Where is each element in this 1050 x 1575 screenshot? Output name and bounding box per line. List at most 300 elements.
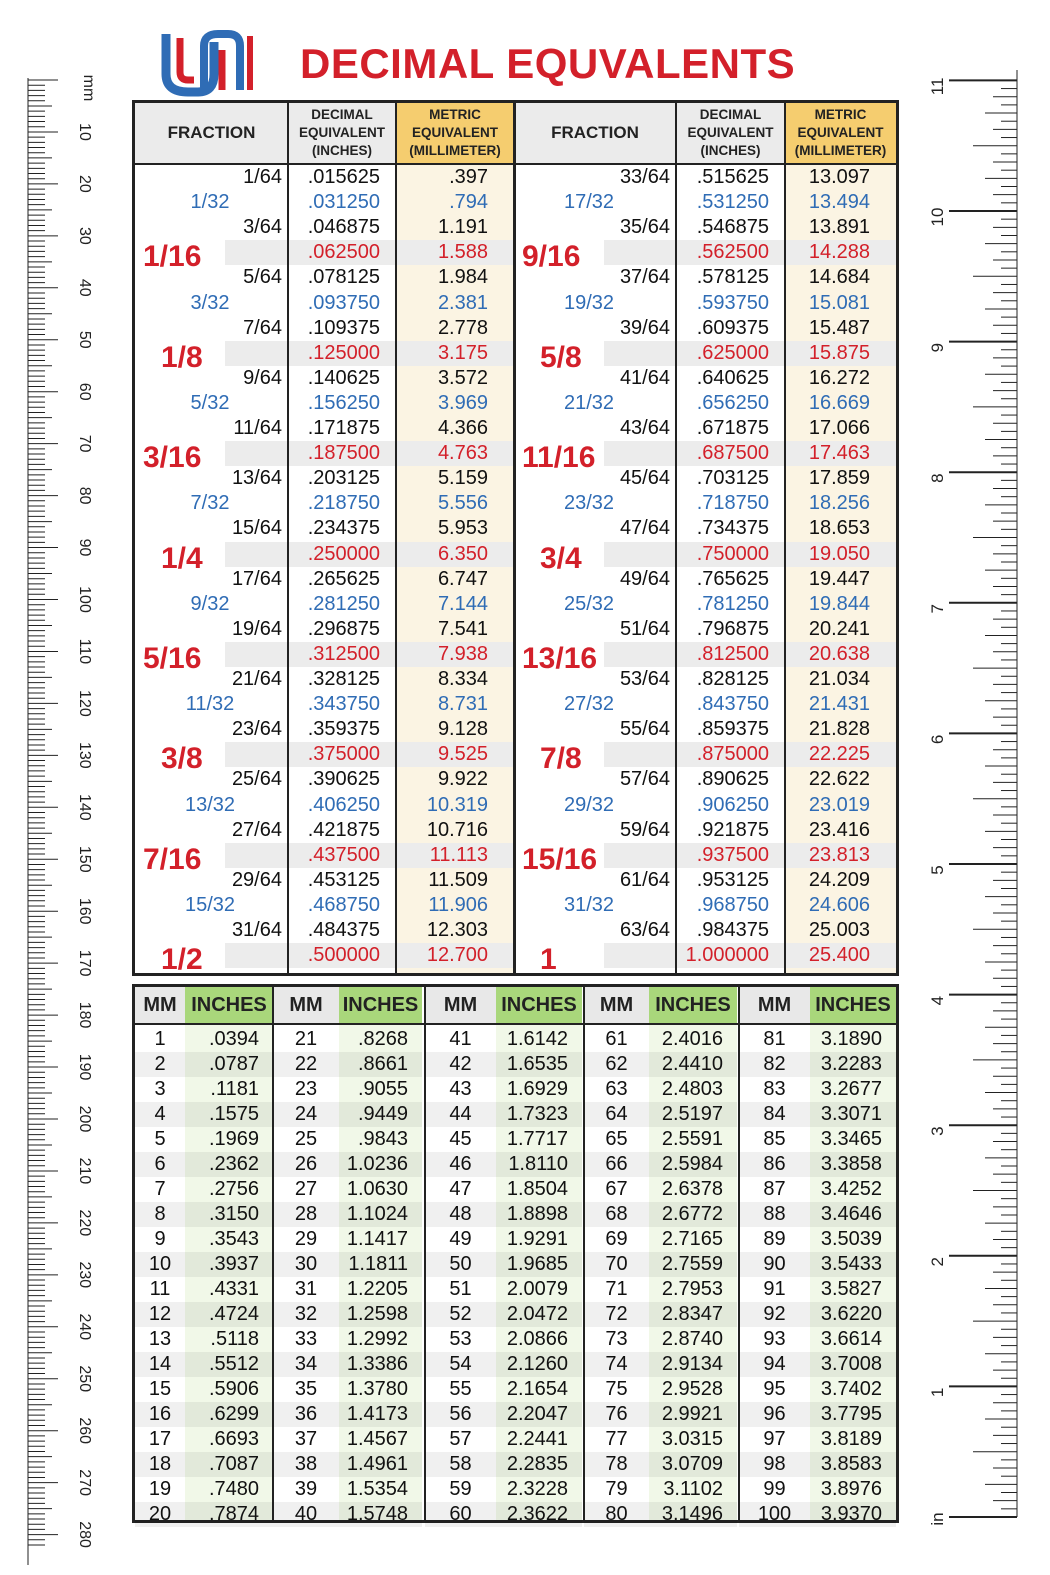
fraction-cell: 45/64: [619, 467, 670, 489]
fraction-cell: 9/32: [190, 593, 230, 615]
table-row: [135, 1377, 273, 1402]
inches-header: INCHES: [339, 987, 422, 1023]
table-row: [273, 1027, 422, 1052]
fraction-cell: 17/32: [563, 191, 615, 213]
fraction-cell: 15/32: [184, 894, 236, 916]
inches-cell: 3.0709: [661, 1453, 723, 1475]
fraction-cell: 23/64: [231, 718, 282, 740]
decimal-cell: .625000: [696, 342, 769, 364]
inches-cell: .8268: [357, 1028, 408, 1050]
metric-cell: 18.256: [808, 492, 870, 514]
metric-cell: 21.431: [808, 693, 870, 715]
fraction-header: FRACTION: [514, 103, 676, 165]
inches-header: INCHES: [496, 987, 582, 1023]
metric-cell: 15.875: [808, 342, 870, 364]
ruler-label: 70: [76, 434, 93, 453]
decimal-cell: .031250: [307, 191, 380, 213]
table-row: [135, 1302, 273, 1327]
mm-cell: 46: [449, 1153, 472, 1175]
fraction-cell: 35/64: [619, 216, 670, 238]
inches-cell: .3150: [208, 1203, 259, 1225]
fraction-cell: 19/32: [563, 292, 615, 314]
fraction-cell: 23/32: [563, 492, 615, 514]
mm-cell: 99: [763, 1478, 786, 1500]
mm-cell: 28: [294, 1203, 318, 1225]
table-row: [739, 1502, 896, 1527]
table-row: [739, 1252, 896, 1277]
fraction-cell: 29/64: [231, 869, 282, 891]
decimal-cell: .859375: [696, 718, 769, 740]
decimal-cell: .265625: [307, 568, 380, 590]
inches-cell: 2.1654: [506, 1378, 568, 1400]
mm-cell: 18: [148, 1453, 172, 1475]
mm-cell: 26: [294, 1153, 318, 1175]
decimal-cell: .406250: [307, 794, 380, 816]
inches-cell: .7087: [208, 1453, 259, 1475]
inches-cell: 3.7008: [820, 1353, 882, 1375]
inches-cell: 2.9134: [661, 1353, 723, 1375]
mm-cell: 81: [763, 1028, 786, 1050]
metric-cell: 3.572: [437, 367, 488, 389]
ruler-label: 140: [76, 793, 93, 821]
decimal-cell: .687500: [696, 442, 769, 464]
um-logo-icon: [158, 28, 262, 98]
inches-header: INCHES: [649, 987, 737, 1023]
table-row: [273, 1252, 422, 1277]
metric-cell: 21.828: [808, 718, 870, 740]
inches-cell: .5118: [210, 1328, 259, 1350]
mm-cell: 11: [149, 1278, 171, 1300]
decimal-cell: .312500: [307, 643, 380, 665]
mm-header: MM: [739, 987, 810, 1023]
mm-cell: 9: [154, 1228, 166, 1250]
ruler-label: 30: [76, 226, 93, 245]
fraction-cell: 5/16: [143, 642, 202, 675]
metric-cell: 8.731: [437, 693, 488, 715]
metric-cell: 22.225: [808, 743, 870, 765]
mm-cell: 13: [148, 1328, 172, 1350]
decimal-cell: .359375: [307, 718, 380, 740]
decimal-cell: .781250: [696, 593, 769, 615]
fraction-cell: 3/32: [190, 292, 230, 314]
metric-cell: 17.066: [808, 417, 870, 439]
decimal-cell: .734375: [696, 517, 769, 539]
table-row: [273, 1227, 422, 1252]
table-row: [273, 1327, 422, 1352]
ruler-label: 250: [76, 1365, 93, 1393]
fraction-cell: 7/16: [143, 843, 202, 876]
metric-cell: 11.906: [428, 894, 488, 916]
inches-cell: 3.8583: [820, 1453, 882, 1475]
table-row: [425, 1052, 582, 1077]
fraction-cell: 1/32: [190, 191, 230, 213]
decimal-cell: .453125: [307, 869, 380, 891]
inches-cell: 1.2598: [346, 1303, 408, 1325]
mm-cell: 3: [154, 1078, 166, 1100]
fraction-cell: 29/32: [563, 794, 615, 816]
mm-header: MM: [135, 987, 185, 1023]
mm-cell: 68: [605, 1203, 628, 1225]
mm-cell: 76: [605, 1403, 628, 1425]
inches-cell: 2.5591: [661, 1128, 723, 1150]
mm-cell: 35: [294, 1378, 318, 1400]
fraction-cell: 5/32: [190, 392, 230, 414]
decimal-cell: .171875: [307, 417, 380, 439]
inches-cell: 3.1890: [820, 1028, 882, 1050]
table-row: [584, 1302, 737, 1327]
decimal-cell: .593750: [696, 292, 769, 314]
mm-cell: 71: [605, 1278, 628, 1300]
table-row: [739, 1402, 896, 1427]
column-divider: [675, 103, 677, 973]
fraction-cell: 51/64: [619, 618, 670, 640]
table-row: [425, 1427, 582, 1452]
table-row: [425, 1477, 582, 1502]
inches-cell: .1969: [208, 1128, 259, 1150]
inches-cell: 3.3465: [820, 1128, 882, 1150]
metric-cell: 19.844: [808, 593, 870, 615]
inches-cell: 2.9921: [661, 1403, 723, 1425]
inches-cell: .3543: [208, 1228, 259, 1250]
ruler-label: 80: [76, 486, 93, 505]
column-divider: [513, 103, 516, 973]
inches-cell: .5906: [208, 1378, 259, 1400]
inches-cell: 1.1417: [346, 1228, 408, 1250]
decimal-cell: .156250: [307, 392, 380, 414]
ruler-label: 280: [76, 1521, 93, 1548]
metric-cell: 24.606: [808, 894, 870, 916]
ruler-label: 11: [928, 77, 947, 96]
table-row: [584, 1227, 737, 1252]
table-row: [584, 1452, 737, 1477]
fraction-cell: 7/64: [243, 317, 282, 339]
inches-cell: .6693: [208, 1428, 259, 1450]
inches-cell: .6299: [208, 1403, 259, 1425]
ruler-label: 230: [76, 1261, 93, 1289]
fraction-cell: 39/64: [619, 317, 670, 339]
ruler-label: 20: [76, 175, 93, 193]
inches-cell: 2.3228: [506, 1478, 568, 1500]
ruler-unit-label: mm: [80, 74, 97, 102]
fraction-cell: 7/8: [540, 742, 582, 775]
table-row: [584, 1252, 737, 1277]
fraction-cell: 3/16: [143, 441, 202, 474]
fraction-cell: 63/64: [619, 919, 670, 941]
inches-cell: .0787: [208, 1053, 259, 1075]
metric-cell: 1.984: [437, 266, 488, 288]
metric-cell: 4.763: [437, 442, 488, 464]
metric-cell: 10.319: [426, 794, 488, 816]
fraction-cell: 1/16: [143, 240, 202, 273]
inches-cell: 1.2992: [346, 1328, 408, 1350]
decimal-cell: .203125: [307, 467, 380, 489]
decimal-cell: .812500: [696, 643, 769, 665]
mm-cell: 38: [294, 1453, 318, 1475]
column-divider: [583, 987, 585, 1520]
mm-cell: 54: [449, 1353, 472, 1375]
metric-cell: 13.494: [808, 191, 870, 213]
table-row: [135, 1452, 273, 1477]
metric-cell: 17.859: [808, 467, 870, 489]
inches-cell: 1.1024: [346, 1203, 408, 1225]
mm-cell: 49: [449, 1228, 472, 1250]
metric-cell: 11.113: [429, 844, 488, 866]
table-row: [273, 1277, 422, 1302]
mm-cell: 63: [605, 1078, 628, 1100]
decimal-cell: .015625: [307, 166, 380, 188]
mm-cell: 82: [763, 1053, 786, 1075]
fraction-cell: 5/64: [243, 266, 282, 288]
ruler-label: 2: [928, 1257, 947, 1267]
fraction-cell: 61/64: [619, 869, 670, 891]
inches-cell: 1.2205: [346, 1278, 408, 1300]
fraction-table: [132, 100, 899, 976]
column-divider: [784, 103, 786, 973]
metric-cell: 2.778: [437, 317, 488, 339]
table-row: [584, 1352, 737, 1377]
metric-cell: 5.953: [437, 517, 488, 539]
mm-cell: 94: [763, 1353, 786, 1375]
mm-header: MM: [584, 987, 649, 1023]
decimal-cell: .078125: [307, 266, 380, 288]
table-row: [739, 1452, 896, 1477]
ruler-label: 220: [76, 1209, 93, 1237]
inches-cell: .2756: [208, 1178, 259, 1200]
inches-cell: 2.8347: [661, 1303, 723, 1325]
inches-cell: 1.9685: [506, 1253, 568, 1275]
inches-cell: 1.7717: [506, 1128, 568, 1150]
decimal-cell: .468750: [307, 894, 380, 916]
fraction-cell: 17/64: [231, 568, 282, 590]
mm-cell: 15: [148, 1378, 172, 1400]
table-row: [273, 1152, 422, 1177]
decimal-cell: .968750: [696, 894, 769, 916]
ruler-label: 50: [76, 330, 93, 349]
mm-cell: 83: [763, 1078, 786, 1100]
ruler-label: 10: [76, 123, 93, 141]
decimal-cell: .656250: [696, 392, 769, 414]
decimal-cell: .218750: [307, 492, 380, 514]
table-row: [584, 1202, 737, 1227]
ruler-label: 270: [76, 1469, 93, 1497]
ruler-label: 6: [928, 734, 947, 745]
table-row: [739, 1152, 896, 1177]
mm-cell: 14: [148, 1353, 172, 1375]
mm-cell: 100: [757, 1503, 792, 1525]
ruler-label: 170: [76, 949, 93, 977]
decimal-cell: .093750: [307, 292, 380, 314]
inches-cell: 2.0079: [506, 1278, 568, 1300]
table-row: [135, 1177, 273, 1202]
inches-cell: 2.6772: [661, 1203, 723, 1225]
fraction-cell: 19/64: [231, 618, 282, 640]
fraction-cell: 15/64: [231, 517, 282, 539]
decimal-cell: .937500: [696, 844, 769, 866]
table-row: [273, 1477, 422, 1502]
ruler-label: 8: [928, 473, 947, 483]
metric-cell: 9.128: [437, 718, 488, 740]
table-row: [273, 1427, 422, 1452]
decimal-cell: .609375: [696, 317, 769, 339]
table-row: [135, 1477, 273, 1502]
mm-cell: 62: [605, 1053, 628, 1075]
inches-cell: .7480: [208, 1478, 259, 1500]
inches-cell: 2.4803: [661, 1078, 723, 1100]
fraction-cell: 37/64: [619, 266, 670, 288]
table-row: [584, 1127, 737, 1152]
inches-cell: 2.0472: [506, 1303, 568, 1325]
mm-cell: 77: [605, 1428, 628, 1450]
mm-cell: 27: [294, 1178, 318, 1200]
table-row: [739, 1027, 896, 1052]
ruler-label: 7: [928, 604, 947, 614]
mm-cell: 56: [449, 1403, 472, 1425]
fraction-cell: 7/32: [190, 492, 230, 514]
fraction-cell: 33/64: [619, 166, 670, 188]
mm-cell: 2: [154, 1053, 166, 1075]
fraction-cell: 11/16: [522, 441, 596, 474]
table-row: [584, 1102, 737, 1127]
table-row: [135, 1202, 273, 1227]
fraction-cell: 1/4: [161, 542, 203, 575]
mm-cell: 32: [294, 1303, 318, 1325]
mm-cell: 25: [294, 1128, 318, 1150]
decimal-cell: .281250: [307, 593, 380, 615]
millimeter-ruler: [0, 0, 130, 1575]
inches-cell: .4724: [208, 1303, 259, 1325]
decimal-cell: .343750: [307, 693, 380, 715]
ruler-unit-label: in: [928, 1512, 947, 1526]
decimal-cell: .515625: [696, 166, 769, 188]
table-row: [425, 1102, 582, 1127]
column-divider: [424, 987, 426, 1520]
mm-cell: 4: [154, 1103, 166, 1125]
table-row: [739, 1102, 896, 1127]
inches-cell: 2.1260: [506, 1353, 568, 1375]
metric-cell: 7.938: [437, 643, 488, 665]
fraction-cell: 31/64: [231, 919, 282, 941]
table-row: [135, 1077, 273, 1102]
mm-cell: 33: [294, 1328, 318, 1350]
metric-cell: 19.447: [808, 568, 870, 590]
metric-cell: 13.097: [808, 166, 870, 188]
fraction-cell: 41/64: [619, 367, 670, 389]
inches-cell: .1181: [210, 1078, 259, 1100]
inches-cell: 1.1811: [348, 1253, 408, 1275]
ruler-label: 9: [928, 342, 947, 353]
decimal-cell: .484375: [307, 919, 380, 941]
mm-cell: 30: [294, 1253, 318, 1275]
metric-cell: 18.653: [808, 517, 870, 539]
metric-cell: 23.416: [808, 819, 870, 841]
inches-cell: 2.4016: [661, 1028, 723, 1050]
mm-cell: 87: [763, 1178, 786, 1200]
ruler-label: 200: [76, 1105, 93, 1133]
inches-cell: 1.0236: [346, 1153, 408, 1175]
table-row: [273, 1052, 422, 1077]
inches-cell: 1.4567: [346, 1428, 408, 1450]
mm-cell: 61: [605, 1028, 628, 1050]
table-row: [739, 1277, 896, 1302]
metric-cell: 23.813: [808, 844, 870, 866]
mm-cell: 64: [605, 1103, 628, 1125]
inches-cell: 2.8740: [661, 1328, 723, 1350]
mm-cell: 57: [449, 1428, 472, 1450]
metric-cell: 25.400: [808, 944, 870, 966]
ruler-label: 240: [76, 1313, 93, 1341]
inches-cell: 3.1102: [663, 1478, 723, 1500]
table-row: [425, 1277, 582, 1302]
inches-cell: 2.6378: [661, 1178, 723, 1200]
inches-cell: 3.8976: [820, 1478, 882, 1500]
mm-cell: 41: [449, 1028, 472, 1050]
mm-cell: 72: [605, 1303, 628, 1325]
metric-cell: 14.288: [808, 241, 870, 263]
fraction-cell: 25/32: [563, 593, 615, 615]
table-row: [739, 1302, 896, 1327]
mm-cell: 47: [449, 1178, 472, 1200]
mm-cell: 58: [449, 1453, 472, 1475]
table-row: [273, 1202, 422, 1227]
mm-header: MM: [425, 987, 496, 1023]
inches-cell: 1.8110: [508, 1153, 568, 1175]
mm-cell: 22: [294, 1053, 318, 1075]
mm-cell: 20: [148, 1503, 172, 1525]
metric-cell: 21.034: [808, 668, 870, 690]
inches-cell: 3.5433: [820, 1253, 882, 1275]
column-divider: [272, 987, 274, 1520]
decimal-cell: .375000: [307, 743, 380, 765]
decimal-cell: .843750: [696, 693, 769, 715]
metric-cell: 9.525: [437, 743, 488, 765]
inches-cell: 1.4961: [346, 1453, 408, 1475]
inches-cell: 1.6142: [506, 1028, 568, 1050]
mm-cell: 31: [294, 1278, 318, 1300]
inches-cell: 3.4252: [820, 1178, 882, 1200]
table-row: [584, 1502, 737, 1527]
mm-cell: 90: [763, 1253, 786, 1275]
decimal-cell: .562500: [696, 241, 769, 263]
inches-header: INCHES: [810, 987, 896, 1023]
decimal-cell: .906250: [696, 794, 769, 816]
metric-cell: 3.175: [437, 342, 488, 364]
table-row: [135, 1327, 273, 1352]
table-row: [135, 1102, 273, 1127]
table-row: [584, 1327, 737, 1352]
mm-cell: 80: [605, 1503, 628, 1525]
mm-cell: 52: [449, 1303, 472, 1325]
metric-cell: 6.350: [437, 543, 488, 565]
inches-cell: 2.4410: [661, 1053, 723, 1075]
table-row: [273, 1502, 422, 1527]
fraction-cell: 1: [540, 943, 557, 976]
mm-cell: 7: [154, 1178, 166, 1200]
inches-cell: 3.2283: [820, 1053, 882, 1075]
metric-cell: 16.669: [808, 392, 870, 414]
column-divider: [287, 103, 289, 973]
decimal-cell: .875000: [696, 743, 769, 765]
table-row: [135, 1227, 273, 1252]
metric-cell: 2.381: [437, 292, 488, 314]
inches-cell: 1.8504: [506, 1178, 568, 1200]
table-row: [584, 1152, 737, 1177]
metric-cell: 15.081: [808, 292, 870, 314]
ruler-label: 1: [928, 1387, 947, 1398]
mm-cell: 95: [763, 1378, 786, 1400]
mm-cell: 84: [763, 1103, 786, 1125]
fraction-cell: 9/64: [243, 367, 282, 389]
fraction-cell: 13/32: [184, 794, 236, 816]
